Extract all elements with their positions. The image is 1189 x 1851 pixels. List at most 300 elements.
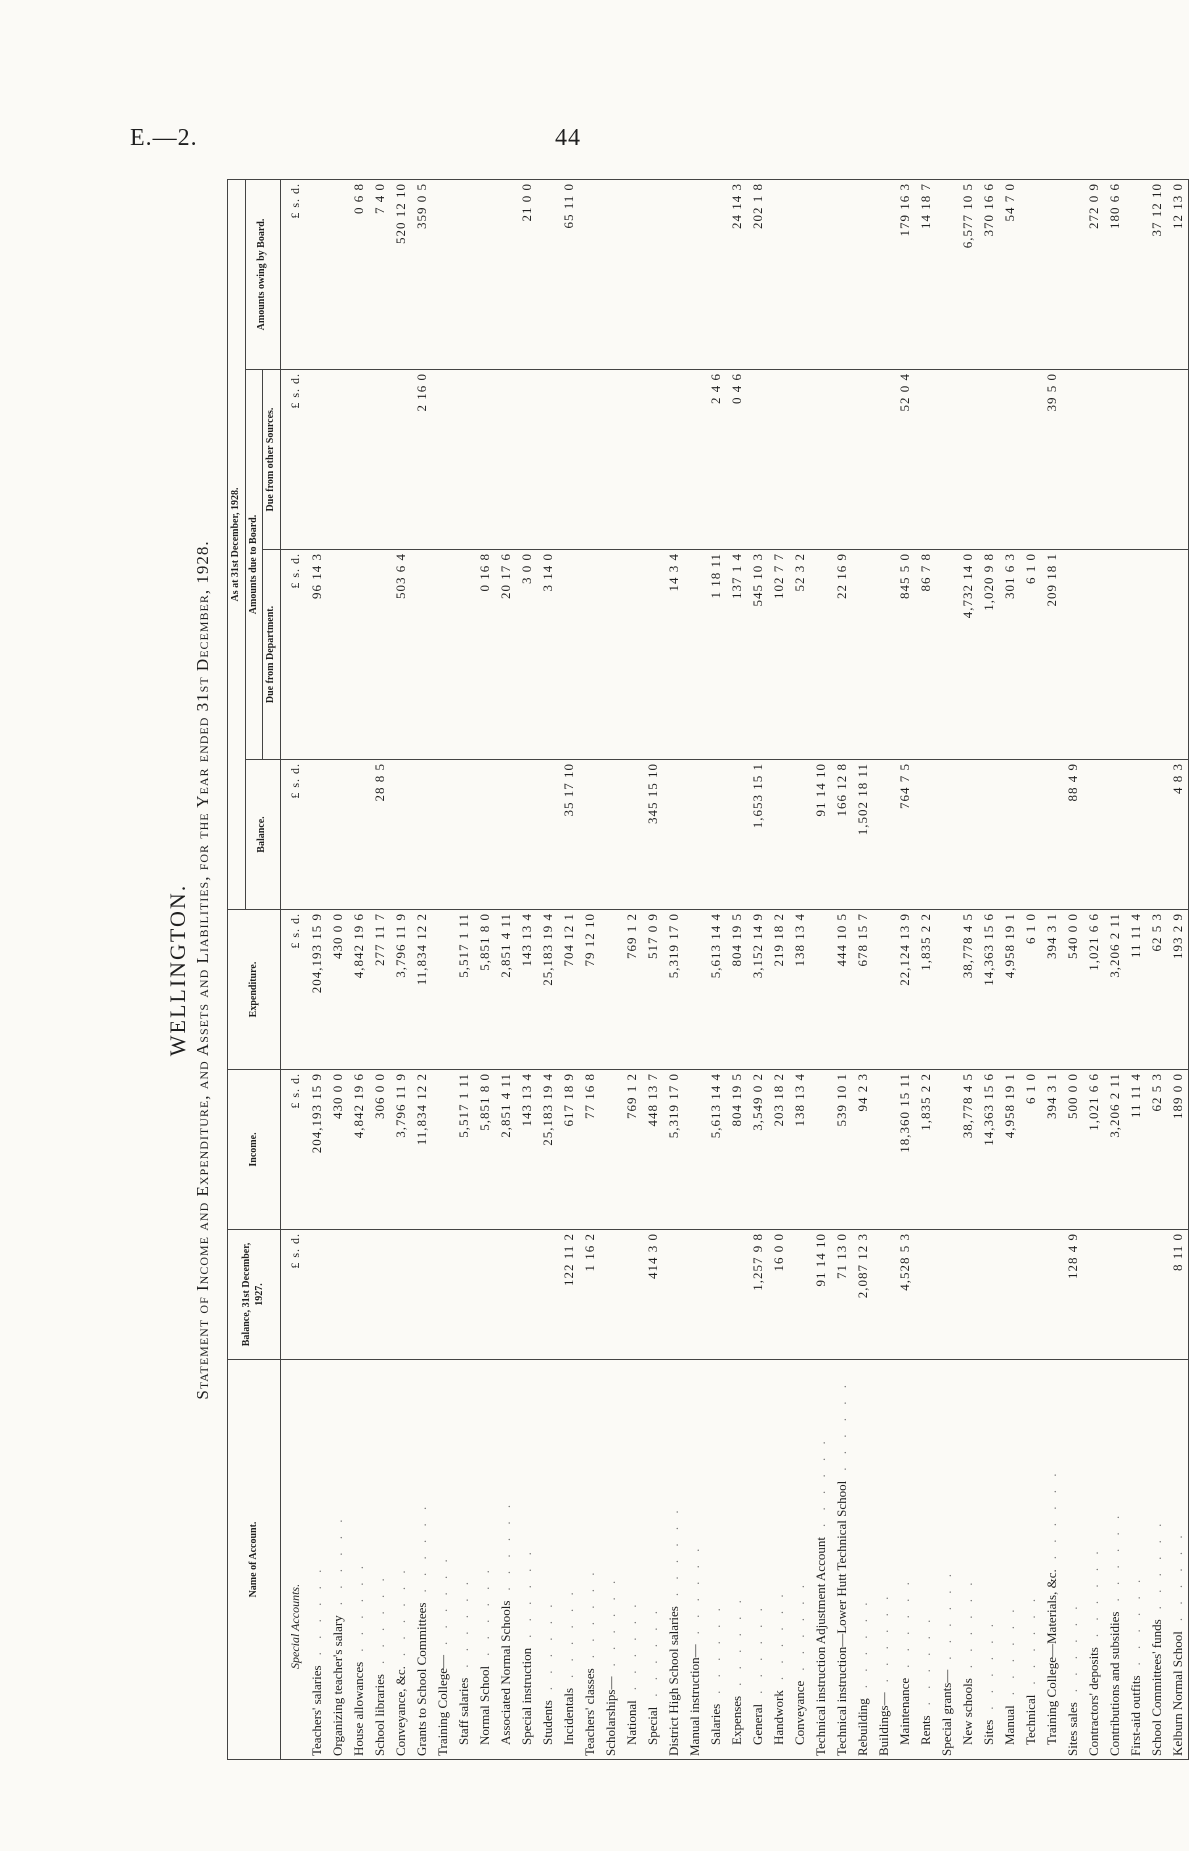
account-name-text: Special instruction [518, 1647, 534, 1745]
table-row [600, 180, 621, 1760]
table-row [1125, 180, 1146, 1760]
cell-expenditure [600, 910, 621, 1070]
account-name [348, 1360, 369, 1760]
cell-owing [1125, 180, 1146, 370]
units-label: £ s. d. [280, 180, 306, 370]
cell-due-other [747, 370, 768, 550]
cell-due-other [516, 370, 537, 550]
leader-dots: . . . . . . [665, 1505, 681, 1597]
cell-balance [936, 760, 957, 910]
cell-balance-1927: 2,087 12 3 [852, 1230, 873, 1360]
cell-income [684, 1070, 705, 1230]
cell-due-department: 3 14 0 [537, 550, 558, 760]
cell-owing: 7 4 0 [369, 180, 390, 370]
cell-balance-1927 [1041, 1230, 1062, 1360]
cell-owing [810, 180, 831, 370]
leader-dots: . . . . . . [1064, 1601, 1080, 1693]
leader-dots: . . . . . . [1148, 1518, 1164, 1610]
leader-dots: . . . . . . [959, 1577, 975, 1669]
cell-owing [1062, 180, 1083, 370]
cell-owing [705, 180, 726, 370]
account-name [873, 1360, 894, 1760]
cell-expenditure: 430 0 0 [327, 910, 348, 1070]
cell-owing [873, 180, 894, 370]
cell-owing: 65 11 0 [558, 180, 579, 370]
leader-dots: . . . . . . [371, 1573, 387, 1665]
account-name-text: Conveyance, &c. [392, 1666, 408, 1756]
cell-due-other [789, 370, 810, 550]
cell-expenditure: 277 11 7 [369, 910, 390, 1070]
cell-owing [789, 180, 810, 370]
region-title: WELLINGTON. [165, 883, 190, 1057]
cell-owing [642, 180, 663, 370]
cell-due-other [1167, 370, 1189, 550]
cell-due-other [957, 370, 978, 550]
cell-balance-1927 [999, 1230, 1020, 1360]
account-name [663, 1360, 684, 1760]
units-row [280, 180, 306, 1760]
table-row [579, 180, 600, 1760]
cell-balance [327, 760, 348, 910]
cell-balance: 28 8 5 [369, 760, 390, 910]
cell-income: 94 2 3 [852, 1070, 873, 1230]
cell-owing: 272 0 9 [1083, 180, 1104, 370]
cell-balance [453, 760, 474, 910]
cell-income: 138 13 4 [789, 1070, 810, 1230]
account-name-text: Technical [1022, 1694, 1038, 1745]
leader-dots: . . . . . . [1085, 1546, 1101, 1638]
account-name [537, 1360, 558, 1760]
col-header-balance: Balance. [245, 760, 280, 910]
table-row [1167, 180, 1189, 1760]
cell-income: 500 0 0 [1062, 1070, 1083, 1230]
account-name-text: Incidentals [560, 1687, 576, 1745]
cell-expenditure: 62 5 3 [1146, 910, 1167, 1070]
cell-income [873, 1070, 894, 1230]
cell-owing: 54 7 0 [999, 180, 1020, 370]
cell-owing [579, 180, 600, 370]
cell-balance [957, 760, 978, 910]
cell-income: 203 18 2 [768, 1070, 789, 1230]
cell-expenditure: 219 18 2 [768, 910, 789, 1070]
cell-due-department [432, 550, 453, 760]
cell-balance: 88 4 9 [1062, 760, 1083, 910]
table-row [726, 180, 747, 1760]
cell-balance [1125, 760, 1146, 910]
cell-owing [663, 180, 684, 370]
cell-owing: 180 6 6 [1104, 180, 1125, 370]
table-row [1041, 180, 1062, 1760]
cell-due-department [327, 550, 348, 760]
cell-due-other [642, 370, 663, 550]
account-name-text: Technical instruction—Lower Hutt Technical School [833, 1480, 849, 1756]
cell-expenditure [936, 910, 957, 1070]
cell-income: 14,363 15 6 [978, 1070, 999, 1230]
cell-balance-1927 [474, 1230, 495, 1360]
table-row [558, 180, 579, 1760]
cell-balance-1927 [516, 1230, 537, 1360]
cell-balance [516, 760, 537, 910]
cell-due-other [558, 370, 579, 550]
table-row [1083, 180, 1104, 1760]
cell-owing [831, 180, 852, 370]
account-name [621, 1360, 642, 1760]
leader-dots: . . . . . . [1169, 1530, 1185, 1622]
cell-balance-1927 [789, 1230, 810, 1360]
cell-income [936, 1070, 957, 1230]
cell-due-department [1104, 550, 1125, 760]
cell-due-department [369, 550, 390, 760]
cell-balance [432, 760, 453, 910]
table-row [936, 180, 957, 1760]
account-name-text: Associated Normal Schools [497, 1600, 513, 1745]
account-name-text: Special grants— [938, 1669, 954, 1756]
table-row [1020, 180, 1041, 1760]
cell-due-other [768, 370, 789, 550]
leader-dots: . . . . . . [917, 1614, 933, 1706]
table-row [621, 180, 642, 1760]
cell-owing [495, 180, 516, 370]
cell-expenditure: 138 13 4 [789, 910, 810, 1070]
cell-balance-1927 [663, 1230, 684, 1360]
leader-dots: . . . . . . [623, 1599, 639, 1691]
cell-balance-1927 [453, 1230, 474, 1360]
cell-owing: 359 0 5 [411, 180, 432, 370]
rotated-content [165, 170, 1185, 1770]
cell-due-department [1167, 550, 1189, 760]
account-name-text: Rebuilding [854, 1698, 870, 1756]
cell-owing [1041, 180, 1062, 370]
cell-owing [1020, 180, 1041, 370]
leader-dots: . . . . . . [644, 1605, 660, 1697]
account-name [978, 1360, 999, 1760]
cell-due-other [348, 370, 369, 550]
account-name [1146, 1360, 1167, 1760]
cell-due-other [1104, 370, 1125, 550]
cell-expenditure: 704 12 1 [558, 910, 579, 1070]
cell-balance-1927 [306, 1230, 327, 1360]
account-name-text: Salaries [707, 1703, 723, 1745]
account-name [474, 1360, 495, 1760]
cell-due-department [873, 550, 894, 760]
units-label: £ s. d. [280, 550, 306, 760]
cell-balance-1927 [369, 1230, 390, 1360]
cell-income: 77 16 8 [579, 1070, 600, 1230]
cell-due-department: 14 3 4 [663, 550, 684, 760]
table-row [684, 180, 705, 1760]
cell-expenditure: 5,517 1 11 [453, 910, 474, 1070]
account-name [705, 1360, 726, 1760]
account-name-text: Handwork [770, 1690, 786, 1745]
leader-dots: . . . . . . [518, 1547, 534, 1638]
cell-due-department: 3 0 0 [516, 550, 537, 760]
leader-dots: . . . . . . [749, 1603, 765, 1694]
cell-balance [621, 760, 642, 910]
cell-due-department [1062, 550, 1083, 760]
cell-income: 3,549 0 2 [747, 1070, 768, 1230]
cell-balance [873, 760, 894, 910]
account-name [327, 1360, 348, 1760]
cell-expenditure: 5,613 14 4 [705, 910, 726, 1070]
cell-due-other [327, 370, 348, 550]
account-name-text: Buildings— [875, 1692, 891, 1756]
account-name [894, 1360, 915, 1760]
account-name-text: Kelburn Normal School [1169, 1631, 1185, 1756]
leader-dots: . . . . . . [791, 1579, 807, 1671]
account-name [957, 1360, 978, 1760]
cell-income: 5,319 17 0 [663, 1070, 684, 1230]
cell-balance-1927 [495, 1230, 516, 1360]
account-name-text: Teachers' salaries [308, 1665, 324, 1756]
cell-due-other [621, 370, 642, 550]
cell-income: 394 3 1 [1041, 1070, 1062, 1230]
col-header-name: Name of Account. [228, 1360, 281, 1760]
cell-balance: 1,653 15 1 [747, 760, 768, 910]
leader-dots: . . . . . . [434, 1554, 450, 1645]
cell-due-department [642, 550, 663, 760]
cell-balance [705, 760, 726, 910]
cell-income: 1,021 6 6 [1083, 1070, 1104, 1230]
cell-due-other [1125, 370, 1146, 550]
leader-dots: . . . . . . [455, 1576, 471, 1668]
col-header-due-other: Due from other Sources. [263, 370, 281, 550]
cell-balance [495, 760, 516, 910]
cell-due-department: 0 16 8 [474, 550, 495, 760]
account-name-text: Scholarships— [602, 1676, 618, 1756]
leader-dots: . . . . . . [350, 1561, 366, 1652]
table-row [810, 180, 831, 1760]
cell-due-department: 209 18 1 [1041, 550, 1062, 760]
cell-due-department [1125, 550, 1146, 760]
account-name-text: New schools [959, 1678, 975, 1745]
cell-expenditure: 14,363 15 6 [978, 910, 999, 1070]
table-row [642, 180, 663, 1760]
cell-owing [432, 180, 453, 370]
cell-income: 2,851 4 11 [495, 1070, 516, 1230]
account-name [831, 1360, 852, 1760]
cell-due-other: 0 4 6 [726, 370, 747, 550]
cell-expenditure: 394 3 1 [1041, 910, 1062, 1070]
cell-balance-1927: 4,528 5 3 [894, 1230, 915, 1360]
account-name-text: Maintenance [896, 1677, 912, 1745]
account-name [558, 1360, 579, 1760]
account-name-text: Sites sales [1064, 1702, 1080, 1756]
account-name-text: Training College— [434, 1655, 450, 1756]
cell-due-department [453, 550, 474, 760]
leader-dots: . . . . . . [476, 1565, 492, 1656]
cell-due-other [1146, 370, 1167, 550]
table-row [915, 180, 936, 1760]
cell-due-other [810, 370, 831, 550]
cell-due-department: 96 14 3 [306, 550, 327, 760]
col-header-due-to-board: Amounts due to Board. [245, 370, 263, 760]
cell-due-department: 20 17 6 [495, 550, 516, 760]
cell-income: 3,796 11 9 [390, 1070, 411, 1230]
leader-dots: . . . . . . [602, 1575, 618, 1667]
cell-income: 25,183 19 4 [537, 1070, 558, 1230]
leader-dots: . . . . . . [875, 1591, 891, 1683]
account-name [1104, 1360, 1125, 1760]
cell-income: 189 0 0 [1167, 1070, 1189, 1230]
cell-balance-1927 [537, 1230, 558, 1360]
account-name [369, 1360, 390, 1760]
cell-balance-1927: 122 11 2 [558, 1230, 579, 1360]
cell-due-other [495, 370, 516, 550]
cell-income: 4,842 19 6 [348, 1070, 369, 1230]
cell-balance-1927 [327, 1230, 348, 1360]
cell-due-department: 545 10 3 [747, 550, 768, 760]
leader-dots: . . . . . . [392, 1565, 408, 1657]
account-name-text: First-aid outfits [1127, 1675, 1143, 1756]
cell-balance [915, 760, 936, 910]
cell-balance [663, 760, 684, 910]
cell-due-department [579, 550, 600, 760]
account-name-text: Expenses [728, 1695, 744, 1745]
account-name-text: Sites [980, 1719, 996, 1745]
cell-due-other [432, 370, 453, 550]
cell-due-other [579, 370, 600, 550]
cell-balance [768, 760, 789, 910]
leader-dots: . . . . . . [308, 1564, 324, 1656]
account-name-text: Contractors' deposits [1085, 1647, 1101, 1756]
account-name [768, 1360, 789, 1760]
page-number: 44 [555, 125, 581, 151]
table-row [453, 180, 474, 1760]
leader-dots: . . . . . . [560, 1587, 576, 1678]
account-name [915, 1360, 936, 1760]
account-name-text: Technical instruction Adjustment Account [812, 1537, 828, 1756]
cell-expenditure: 22,124 13 9 [894, 910, 915, 1070]
cell-income: 6 1 0 [1020, 1070, 1041, 1230]
account-name-text: Special [644, 1706, 660, 1745]
account-name-text: Teachers' classes [581, 1668, 597, 1756]
cell-expenditure: 1,021 6 6 [1083, 910, 1104, 1070]
accounts-table [227, 179, 1189, 1760]
account-name [390, 1360, 411, 1760]
account-name [411, 1360, 432, 1760]
cell-income: 1,835 2 2 [915, 1070, 936, 1230]
account-name-text: Organizing teacher's salary [329, 1615, 345, 1756]
table-row [873, 180, 894, 1760]
cell-owing: 6,577 10 5 [957, 180, 978, 370]
cell-due-department [348, 550, 369, 760]
account-name-text: Students [539, 1700, 555, 1745]
cell-due-other [306, 370, 327, 550]
cell-balance-1927: 414 3 0 [642, 1230, 663, 1360]
cell-balance [390, 760, 411, 910]
cell-due-other [369, 370, 390, 550]
account-name [1167, 1360, 1189, 1760]
leader-dots: . . . . . . [980, 1618, 996, 1710]
cell-balance-1927 [390, 1230, 411, 1360]
account-name-text: Training College—Materials, &c. [1043, 1569, 1059, 1745]
cell-balance-1927 [978, 1230, 999, 1360]
cell-income: 769 1 2 [621, 1070, 642, 1230]
table-row [474, 180, 495, 1760]
account-name [642, 1360, 663, 1760]
leader-dots: . . . . . . [938, 1568, 954, 1660]
cell-balance [348, 760, 369, 910]
cell-income: 430 0 0 [327, 1070, 348, 1230]
cell-owing: 370 16 6 [978, 180, 999, 370]
units-label: £ s. d. [280, 1070, 306, 1230]
cell-due-department: 102 7 7 [768, 550, 789, 760]
cell-expenditure: 38,778 4 5 [957, 910, 978, 1070]
cell-income [600, 1070, 621, 1230]
account-name-text: Contributions and subsidies [1106, 1611, 1122, 1756]
cell-due-other [936, 370, 957, 550]
statement-title: Statement of Income and Expenditure, and Assets and Liabilities, for the Year ended 31st December, 1928. [193, 540, 212, 1400]
cell-due-other [663, 370, 684, 550]
cell-balance [684, 760, 705, 910]
cell-balance-1927: 1 16 2 [579, 1230, 600, 1360]
cell-income: 204,193 15 9 [306, 1070, 327, 1230]
units-label: £ s. d. [280, 760, 306, 910]
cell-balance: 1,502 18 11 [852, 760, 873, 910]
table-row [1062, 180, 1083, 1760]
cell-owing: 520 12 10 [390, 180, 411, 370]
cell-expenditure: 5,319 17 0 [663, 910, 684, 1070]
account-name-text: Manual [1001, 1705, 1017, 1745]
account-name [495, 1360, 516, 1760]
cell-due-department [684, 550, 705, 760]
cell-balance-1927 [957, 1230, 978, 1360]
cell-due-other [915, 370, 936, 550]
account-name [1020, 1360, 1041, 1760]
cell-expenditure: 11 11 4 [1125, 910, 1146, 1070]
col-header-as-at: As at 31st December, 1928. [228, 180, 246, 910]
cell-balance-1927 [726, 1230, 747, 1360]
cell-income: 38,778 4 5 [957, 1070, 978, 1230]
cell-expenditure: 1,835 2 2 [915, 910, 936, 1070]
cell-owing [327, 180, 348, 370]
cell-owing [621, 180, 642, 370]
cell-income: 62 5 3 [1146, 1070, 1167, 1230]
account-name-text: Manual instruction— [686, 1644, 702, 1756]
table-row [831, 180, 852, 1760]
leader-dots: . . . . . . [770, 1589, 786, 1681]
account-name [1062, 1360, 1083, 1760]
cell-balance: 4 8 3 [1167, 760, 1189, 910]
cell-expenditure: 804 19 5 [726, 910, 747, 1070]
cell-balance [1083, 760, 1104, 910]
account-name [579, 1360, 600, 1760]
account-name-text: General [749, 1703, 765, 1745]
cell-owing [537, 180, 558, 370]
cell-expenditure [432, 910, 453, 1070]
cell-due-other [1083, 370, 1104, 550]
cell-due-department: 86 7 8 [915, 550, 936, 760]
cell-due-other [1020, 370, 1041, 550]
cell-balance [537, 760, 558, 910]
cell-expenditure: 517 0 9 [642, 910, 663, 1070]
cell-balance [411, 760, 432, 910]
cell-balance [306, 760, 327, 910]
cell-balance [600, 760, 621, 910]
table-row [432, 180, 453, 1760]
account-name-text: Grants to School Committees [413, 1602, 429, 1756]
cell-due-department: 1 18 11 [705, 550, 726, 760]
cell-owing: 21 0 0 [516, 180, 537, 370]
cell-due-department [600, 550, 621, 760]
leader-dots: . . . . . . [1001, 1604, 1017, 1696]
cell-due-other: 2 4 6 [705, 370, 726, 550]
cell-income: 5,851 8 0 [474, 1070, 495, 1230]
page-reference: E.—2. [130, 125, 198, 151]
cell-balance-1927 [936, 1230, 957, 1360]
table-row [978, 180, 999, 1760]
table-row [747, 180, 768, 1760]
